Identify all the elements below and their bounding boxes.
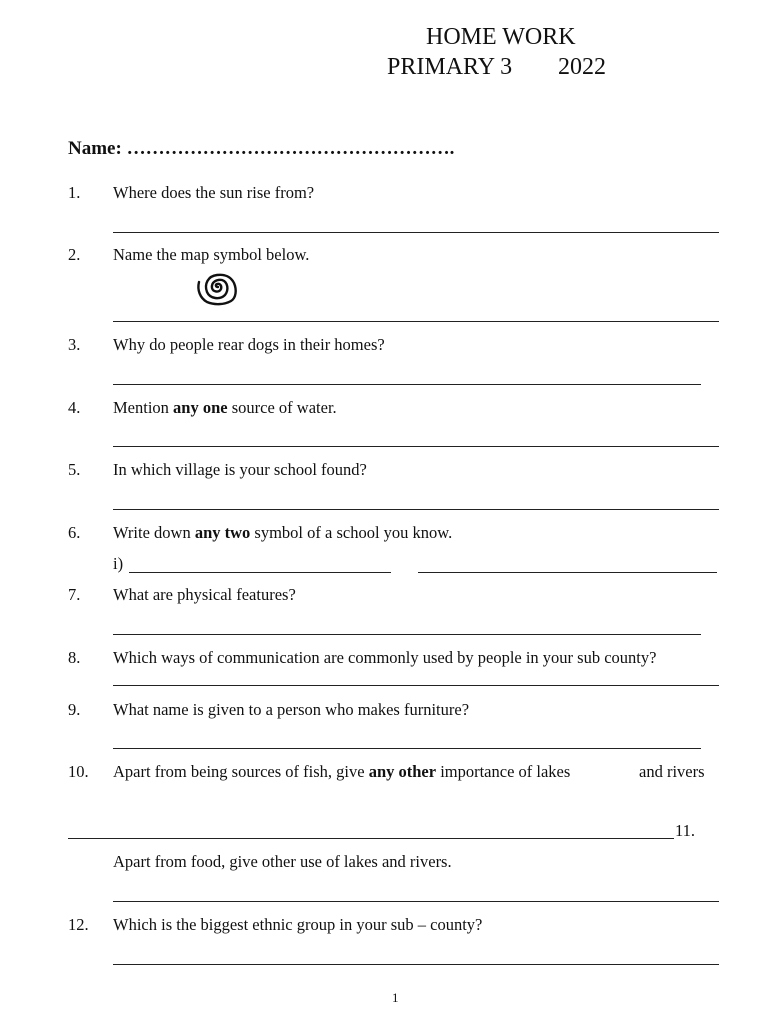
question-text: What are physical features?	[113, 585, 296, 604]
question-text-part: Mention	[113, 398, 174, 417]
question-text-part: symbol of a school you know.	[250, 523, 453, 542]
question-number: 12.	[68, 915, 89, 934]
question-number: 7.	[68, 585, 81, 604]
question-number: 10.	[68, 762, 89, 781]
answer-line	[113, 964, 719, 965]
answer-line	[129, 572, 391, 573]
question-text: Name the map symbol below.	[113, 245, 310, 264]
question-number: 2.	[68, 245, 81, 264]
question-emphasis: any other	[368, 762, 437, 781]
answer-line	[113, 634, 701, 635]
question-text: Which ways of communication are commonly used by people in your sub county?	[113, 648, 657, 667]
question-number: 11.	[675, 821, 696, 840]
answer-line	[113, 748, 701, 749]
question-text: Which is the biggest ethnic group in your sub – county?	[113, 915, 483, 934]
page-title: HOME WORK	[426, 24, 576, 50]
sub-item-label: i)	[113, 554, 124, 573]
answer-line	[68, 838, 674, 839]
question-text	[113, 762, 570, 782]
year-label: 2022	[558, 54, 606, 80]
answer-line	[113, 509, 719, 510]
question-number: 3.	[68, 335, 81, 354]
answer-line	[113, 232, 719, 233]
name-dots: …………………………………………….	[126, 138, 455, 159]
spiral-icon	[192, 268, 244, 308]
question-text: Why do people rear dogs in their homes?	[113, 335, 385, 354]
page-number: 1	[392, 990, 399, 1005]
question-number: 9.	[68, 700, 81, 719]
question-number: 6.	[68, 523, 81, 542]
question-number: 1.	[68, 183, 81, 202]
answer-line	[113, 321, 719, 322]
question-text	[113, 523, 452, 543]
question-number: 5.	[68, 460, 81, 479]
question-text-part: Write down	[113, 523, 195, 542]
answer-line	[113, 384, 701, 385]
question-text	[113, 398, 337, 418]
answer-line	[113, 446, 719, 447]
question-emphasis: any two	[194, 523, 251, 542]
question-number: 4.	[68, 398, 81, 417]
question-text: Apart from food, give other use of lakes and rivers.	[113, 852, 452, 871]
question-text: What name is given to a person who makes furniture?	[113, 700, 470, 719]
question-text-part: Apart from being sources of fish, give	[113, 762, 369, 781]
question-emphasis: any one	[173, 398, 228, 417]
name-label: Name:	[68, 138, 122, 159]
question-text-part: importance of lakes	[436, 762, 571, 781]
question-text: In which village is your school found?	[113, 460, 367, 479]
question-number: 8.	[68, 648, 81, 667]
question-text-part: source of water.	[227, 398, 337, 417]
answer-line	[418, 572, 717, 573]
question-text: Where does the sun rise from?	[113, 183, 315, 202]
class-label: PRIMARY 3	[387, 54, 513, 80]
answer-line	[113, 901, 719, 902]
question-text-tail: and rivers	[639, 762, 705, 781]
name-field	[68, 138, 454, 160]
answer-line	[113, 685, 719, 686]
